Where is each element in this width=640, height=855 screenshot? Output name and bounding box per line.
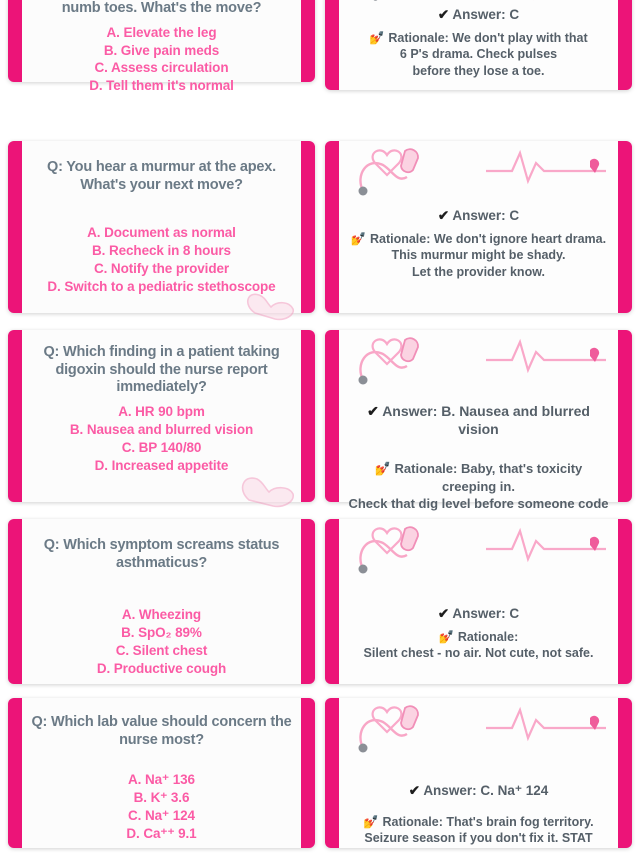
option-a-3[interactable]: A. HR 90 bpm [118,404,205,420]
sparkle-icon: 💅 [438,629,455,644]
option-d-2[interactable]: D. Switch to a pediatric stethoscope [47,278,276,294]
rationale-line-3a: Rationale: Baby, that's toxicity creeping in. [394,461,583,494]
stethoscope-icon [353,336,449,388]
card-art-4 [347,525,610,581]
question-text-5: Q: Which lab value should concern the nurse most? [31,714,292,748]
option-c-1[interactable]: C. Assess circulation [94,60,229,76]
quiz-row-5 [0,698,640,846]
question-card-5[interactable] [8,698,315,848]
answer-text-2 [347,207,610,225]
answer-text-3 [347,402,610,438]
card-art-1 [347,0,610,2]
option-a-2[interactable]: A. Document as normal [87,225,236,241]
question-card-1[interactable] [8,0,315,94]
option-c-2[interactable]: C. Notify the provider [93,261,230,276]
rationale-2 [347,231,610,281]
question-column-2 [8,141,315,321]
rationale-5 [347,814,610,848]
rationale-line-3b: Check that dig level before someone code [348,496,609,512]
check-icon: ✔ [367,403,379,419]
stethoscope-icon [353,147,449,199]
heartbeat-line-icon [486,336,606,376]
option-d-5[interactable]: D. Ca⁺⁺ 9.1 [126,825,197,841]
question-text-3: Q: Which finding in a patient taking digoxin should the nurse report immediately? [43,344,280,396]
rationale-line-5a: Rationale: That's brain fog territory. [382,814,594,829]
option-d-1[interactable]: D. Tell them it's normal [89,78,234,94]
sparkle-icon: 💅 [363,814,379,829]
rationale-line-1c: before they lose a toe. [412,64,545,79]
rationale-line-4a: Rationale: [457,629,519,644]
option-a-1[interactable]: A. Elevate the leg [106,24,217,40]
options-list-3 [28,403,295,474]
answer-column-3 [325,330,632,510]
rationale-line-4b: Silent chest - no air. Not cute, not safe. [363,646,594,661]
answer-label-1: Answer: C [452,7,520,22]
quiz-row-1 [0,0,640,132]
question-card-3[interactable] [8,330,315,502]
rationale-1 [347,30,610,80]
rationale-line-2b: This murmur might be shady. [391,248,566,263]
quiz-row-2 [0,141,640,321]
question-column-3 [8,330,315,510]
answer-label-4: Answer: C [452,606,520,621]
answer-text-4 [347,605,610,623]
answer-column-1 [325,0,632,132]
option-d-4[interactable]: D. Productive cough [96,660,227,676]
heartbeat-line-icon [486,147,606,187]
sparkle-icon: 💅 [369,30,385,45]
option-b-5[interactable]: B. K⁺ 3.6 [133,790,190,806]
question-text-1: numb toes. What's the move? [61,0,262,16]
heart-icon [237,283,307,323]
option-b-3[interactable]: B. Nausea and blurred vision [69,421,254,437]
option-c-4[interactable]: C. Silent chest [115,643,208,658]
question-column-5 [8,698,315,841]
options-list-1 [28,24,295,95]
rationale-line-2a: Rationale: We don't ignore heart drama. [369,231,607,246]
question-text-2: Q: You hear a murmur at the apex. What's your next move? [47,159,276,193]
quiz-row-4 [0,519,640,689]
check-icon: ✔ [408,783,421,798]
answer-text-5 [347,782,610,800]
sparkle-icon: 💅 [374,461,391,477]
answer-column-5 [325,698,632,846]
option-a-4[interactable]: A. Wheezing [121,607,202,623]
option-c-5[interactable]: C. Na⁺ 124 [128,808,195,823]
option-b-4[interactable]: B. SpO₂ 89% [121,625,202,641]
answer-column-2 [325,141,632,321]
answer-card-3[interactable] [325,330,632,512]
question-column-4 [8,519,315,689]
card-art-5 [347,704,610,760]
stethoscope-icon [353,525,449,577]
answer-label-5: Answer: C. Na⁺ 124 [423,783,549,798]
heart-icon [233,466,307,512]
rationale-4 [347,629,610,663]
stethoscope-icon [353,704,449,756]
check-icon: ✔ [437,208,450,223]
answer-label-2: Answer: C [452,208,520,223]
rationale-line-2c: Let the provider know. [412,265,545,280]
rationale-line-5b: Seizure season if you don't fix it. STAT [364,831,593,846]
answer-card-5[interactable] [325,698,632,848]
option-c-3[interactable]: C. BP 140/80 [121,439,202,455]
answer-column-4 [325,519,632,689]
answer-card-2[interactable] [325,141,632,313]
option-b-2[interactable]: B. Recheck in 8 hours [92,243,231,259]
option-d-3[interactable]: D. Increased appetite [94,457,229,473]
card-art-3 [347,336,610,392]
answer-card-4[interactable] [325,519,632,684]
answer-card-1[interactable] [325,0,632,90]
answer-text-1 [347,6,610,24]
quiz-row-3 [0,330,640,510]
question-text-4: Q: Which symptom screams status asthmaticus? [43,537,280,571]
rationale-3 [347,460,610,512]
check-icon: ✔ [437,606,450,621]
answer-label-3: Answer: B. Nausea and blurred vision [382,403,590,438]
question-card-4[interactable] [8,519,315,684]
card-art-2 [347,147,610,203]
options-list-5 [28,771,295,842]
option-b-1[interactable]: B. Give pain meds [103,42,220,58]
check-icon: ✔ [437,7,450,22]
option-a-5[interactable]: A. Na⁺ 136 [128,772,195,788]
rationale-line-1b: 6 P's drama. Check pulses [399,47,558,62]
heartbeat-line-icon [486,704,606,744]
options-list-4 [28,606,295,677]
stethoscope-icon [353,0,443,2]
rationale-line-1a: Rationale: We don't play with that [388,30,588,45]
sparkle-icon: 💅 [350,231,367,246]
heartbeat-line-icon [486,525,606,565]
question-card-2[interactable] [8,141,315,313]
question-column-1 [8,0,315,132]
